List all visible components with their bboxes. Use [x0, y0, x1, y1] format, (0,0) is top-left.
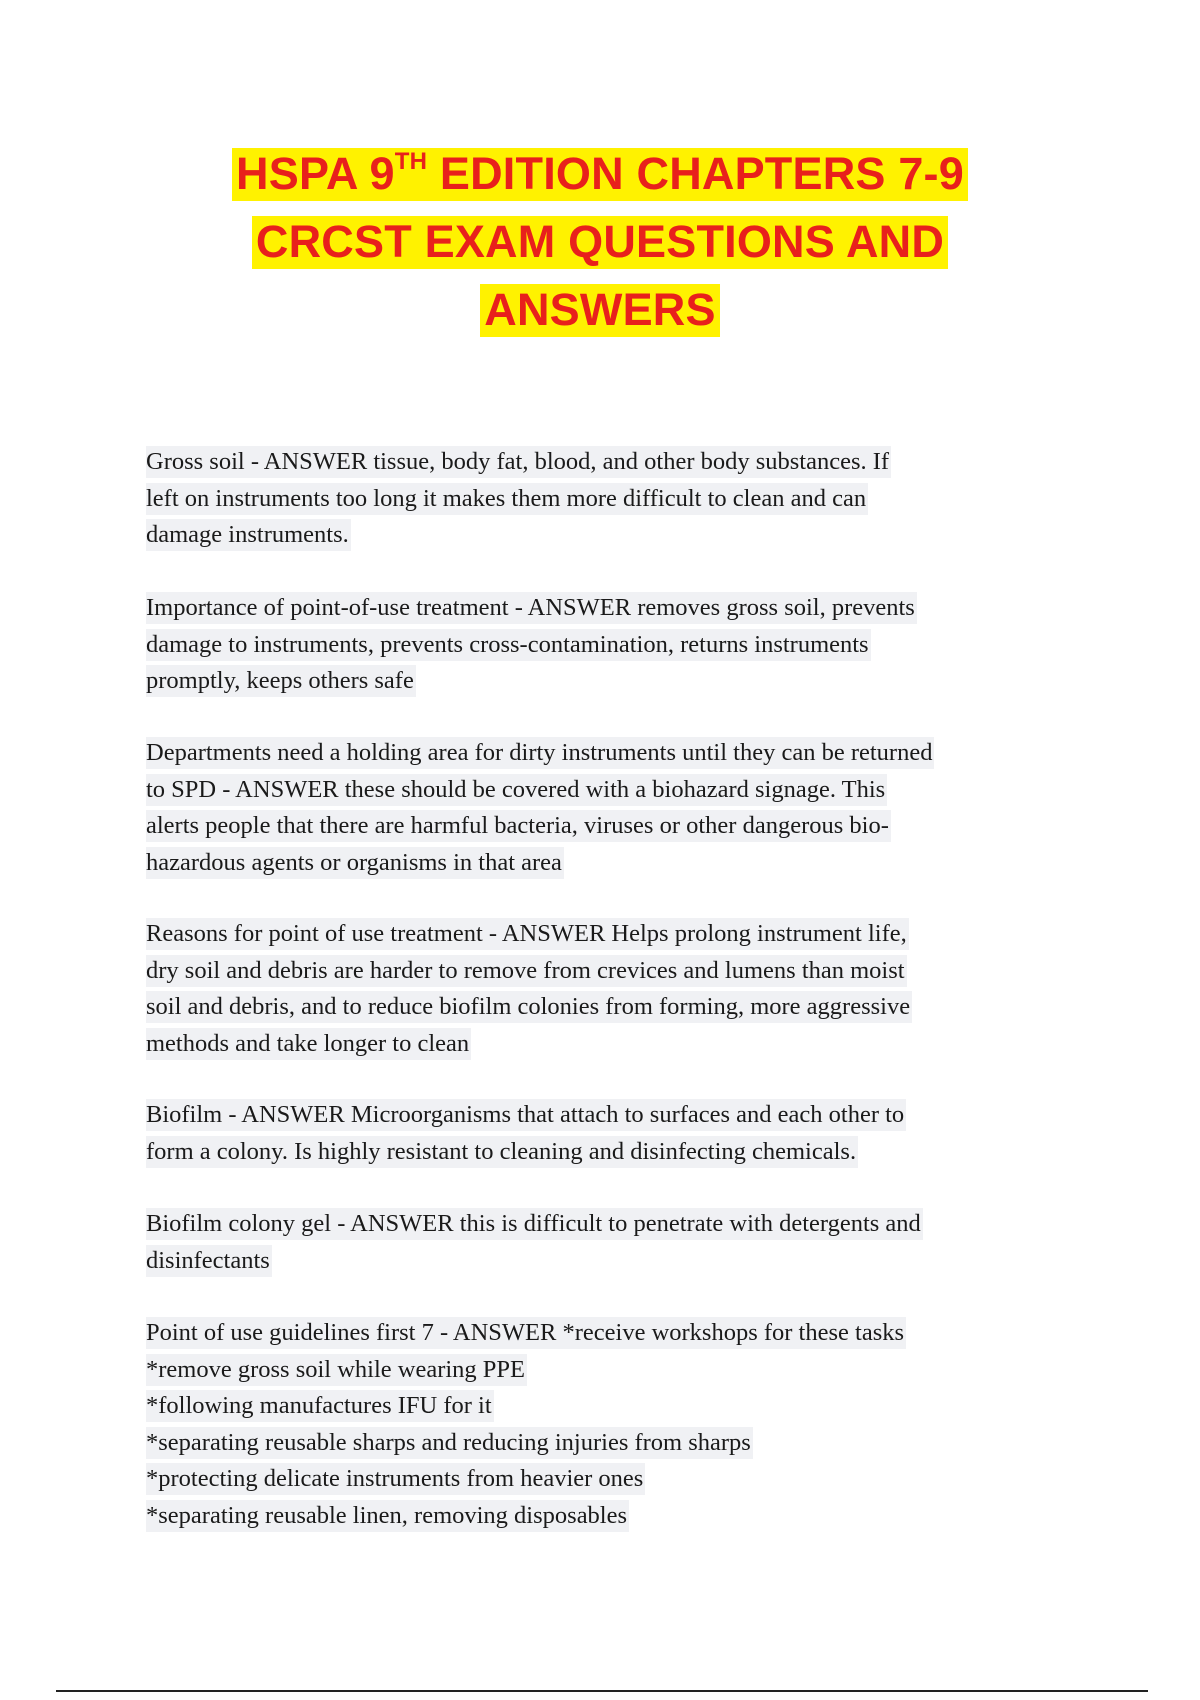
qa-item-point-of-use-guidelines: Point of use guidelines first 7 - ANSWER *receive workshops for these tasks *remove gross soil while wearing PPE *following manufactures IFU for it *separating reusable sharps and reducing injuries from sharps *protecting delicate instruments from heavier ones *separating reusable linen, removing disposables: [146, 1315, 1066, 1534]
qa-item-point-of-use-reasons: Reasons for point of use treatment - ANSWER Helps prolong instrument life, dry soil and debris are harder to remove from crevices and lumens than moist soil and debris, and to reduce biofilm colonies from forming, more aggressive methods and take longer to clean: [146, 916, 1066, 1062]
qa-item-biofilm-colony-gel: Biofilm colony gel - ANSWER this is difficult to penetrate with detergents and disinfectants: [146, 1206, 1066, 1279]
qa-item-point-of-use-importance: Importance of point-of-use treatment - ANSWER removes gross soil, prevents damage to instruments, prevents cross-contamination, returns instruments promptly, keeps others safe: [146, 590, 1066, 700]
title-line-3: ANSWERS: [480, 284, 719, 337]
document-title: [0, 140, 1200, 344]
qa-item-holding-area: Departments need a holding area for dirty instruments until they can be returned to SPD - ANSWER these should be covered with a biohazard signage. This alerts people that there are harmful bacteria, viruses or other dangerous bio- hazardous agents or organisms in that area: [146, 735, 1066, 881]
qa-item-biofilm: Biofilm - ANSWER Microorganisms that attach to surfaces and each other to form a colony. Is highly resistant to cleaning and disinfecting chemicals.: [146, 1097, 1066, 1170]
page-bottom-rule: [56, 1690, 1148, 1692]
title-line-2: CRCST EXAM QUESTIONS AND: [252, 216, 948, 269]
qa-item-gross-soil: Gross soil - ANSWER tissue, body fat, blood, and other body substances. If left on instruments too long it makes them more difficult to clean and can damage instruments.: [146, 444, 1066, 554]
title-line-1: HSPA 9TH EDITION CHAPTERS 7-9: [232, 148, 968, 201]
